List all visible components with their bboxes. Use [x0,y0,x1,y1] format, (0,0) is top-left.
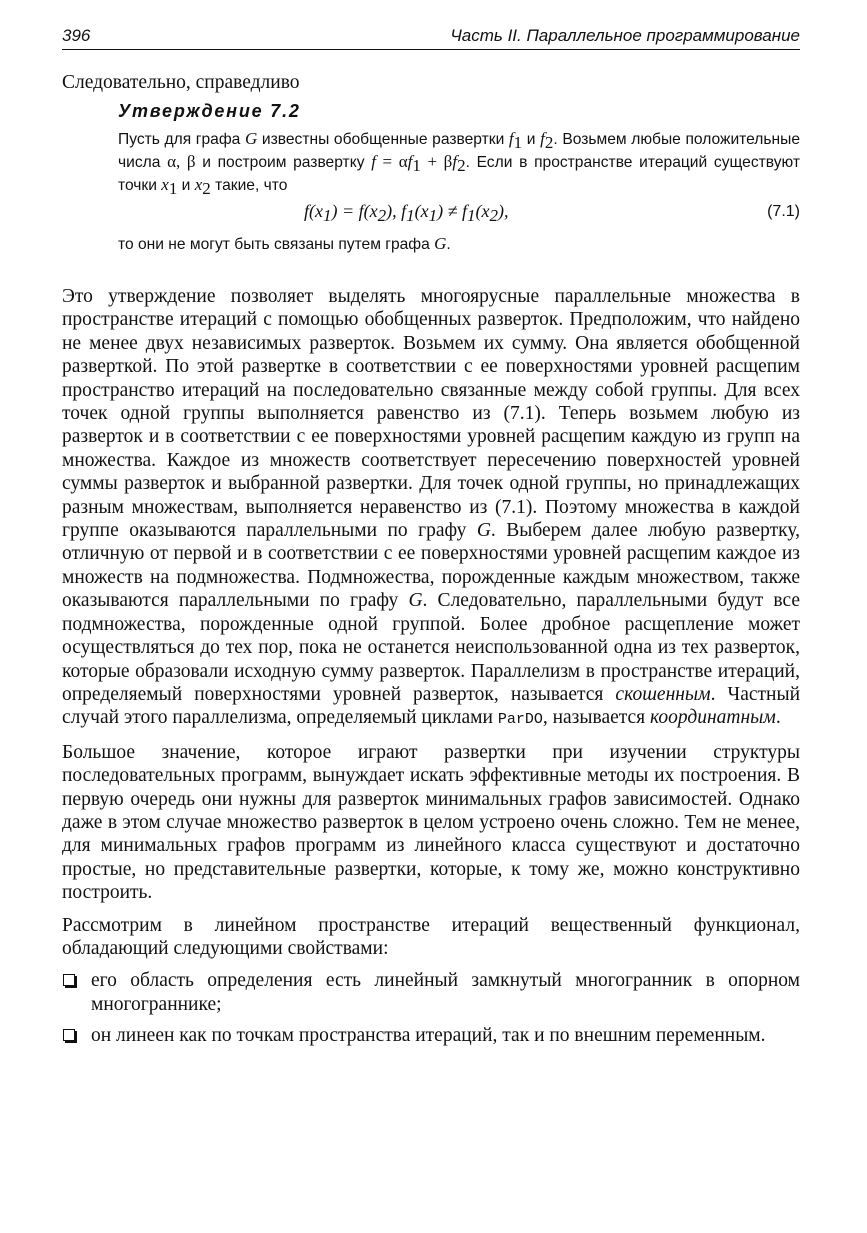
math-symbol: f [508,129,514,148]
math-symbol: x [161,175,169,194]
page-number: 396 [62,26,91,45]
math-subscript: 2 [544,133,554,152]
book-page [62,26,800,1056]
statement-text: и [177,177,195,194]
graph-symbol: G [476,520,491,542]
statement-text: и построим развертку [195,154,372,171]
equation-number: (7.1) [767,203,800,220]
formula-subscript: 1 [466,206,476,225]
graph-symbol: G [434,234,447,253]
list-item [62,969,800,1016]
formula-part: (x [475,201,490,221]
term-coordinate: координатным [650,707,776,729]
math-symbol: f [407,152,413,171]
bullet-list [62,969,800,1047]
paragraph-text: . Частный случай этого параллелизма, определяемый циклами [62,683,800,729]
paragraph-2: Большое значение, которое играют развертки при изучении структуры последовательных программ, вынуждает искать эффективные методы их построения. В первую очередь они нужны для разверток минимальных графов зависимостей. Однако даже в этом случае множество разверток в целом устроено очень сложно. Тем не менее, для минимальных графов программ из линейного класса существуют и достаточно простые, но представительные развертки, которые, к тому же, можно конструктивно построить. [62,741,800,904]
formula [304,201,509,225]
checkbox-bullet-icon [63,1029,75,1041]
math-symbol: x [194,175,203,194]
formula-subscript: 1 [428,206,438,225]
statement-text: . Возьмем любые положительные числа [118,131,800,171]
math-operator: + β [420,152,453,171]
math-symbol: f [371,152,376,171]
intro-line: Следовательно, справедливо [62,72,300,93]
formula-subscript: 1 [406,206,415,225]
paragraph-3: Рассмотрим в линейном пространстве итераций вещественный функционал, обладающий следующими свойствами: [62,914,800,959]
statement-text: и [522,131,541,148]
list-item [62,1024,800,1047]
graph-symbol: G [244,129,258,148]
statement-text: . Если в пространстве итераций существуют точки [118,154,800,194]
formula-subscript: 2 [489,206,498,225]
paragraph-text: , называется [542,707,651,729]
math-subscript: 1 [168,179,178,198]
running-title: Часть II. Параллельное программирование [450,26,800,45]
math-symbol: f [540,129,545,148]
list-item-text: он линеен как по точкам пространства итераций, так и по внешним переменным. [91,1025,766,1047]
statement-body [118,128,800,197]
formula-row [118,201,800,231]
formula-part: ), [497,201,509,221]
formula-part: ) ≠ f [437,201,467,221]
checkbox-bullet-icon [63,974,75,986]
paragraph-text: . Следовательно, параллельными будут все подмножества, порожденные одной группой. Более дробное расщепление может осуществляться до тех пор, пока не останется неиспользованной одна из тех разверток, которые образовали исходную сумму разверток. Параллелизм в пространстве итераций, определяемый поверхностями уровней разверток, называется [62,590,800,705]
paragraph-text: Это утверждение позволяет выделять многоярусные параллельные множества в пространстве итераций с помощью обобщенных разверток. Предположим, что найдено не менее двух независимых разверток. Возьмем их сумму. Она является обобщенной разверткой. По этой развертке в соответствии с ее поверхностями уровней расщепим пространство итераций на последовательно связанные между собой группы. Для всех точек одной группы выполняется равенство из (7.1). Теперь возьмем любую из разверток и в соответствии с ее поверхностями уровней расщепим каждую из групп на множества. Каждое из множеств соответствует пересечению поверхностей уровней суммы разверток и выбранной развертки. Для точек одной группы, но принадлежащих разным множествам, выполняется неравенство из (7.1). Поэтому множества в каждой группе оказываются параллельными по графу [62,286,800,542]
statement-tail [118,233,800,256]
statement-title: Утверждение 7.2 [118,101,301,121]
formula-subscript: 2 [377,206,387,225]
code-pardo: ParDO [497,711,543,729]
formula-part: ), f [386,201,407,221]
term-skewed: скошенным [615,683,711,705]
math-subscript: 2 [202,179,211,198]
formula-part: f(x [304,201,323,221]
running-header [62,26,800,50]
math-subscript: 1 [412,156,421,175]
statement-text: такие, что [210,177,288,194]
formula-subscript: 1 [322,206,332,225]
statement-text: известны обобщенные развертки [257,131,509,148]
list-item-text: его область определения есть линейный замкнутый многогранник в опорном многограннике; [91,970,800,1015]
math-subscript: 2 [457,156,466,175]
formula-part: (x [414,201,429,221]
statement-tail-end: . [446,236,451,253]
formula-part: ) = f(x [331,201,378,221]
math-symbol: f [452,152,458,171]
graph-symbol: G [408,590,423,612]
statement-block [118,101,800,256]
paragraph-1 [62,285,800,732]
statement-tail-text: то они не могут быть связаны путем графа [118,236,435,253]
math-symbol: α, β [167,152,196,171]
paragraph-text: . Выберем далее любую развертку, отличную от первой и в соответствии с ее поверхностями уровней расщепим каждое из множеств на подмножества. Подмножества, порожденные каждым множеством, также оказываются параллельными по графу [62,520,800,612]
statement-text: Пусть для графа [118,131,245,148]
paragraph-text: . [775,707,781,729]
math-subscript: 1 [513,133,523,152]
math-operator: = α [375,152,408,171]
